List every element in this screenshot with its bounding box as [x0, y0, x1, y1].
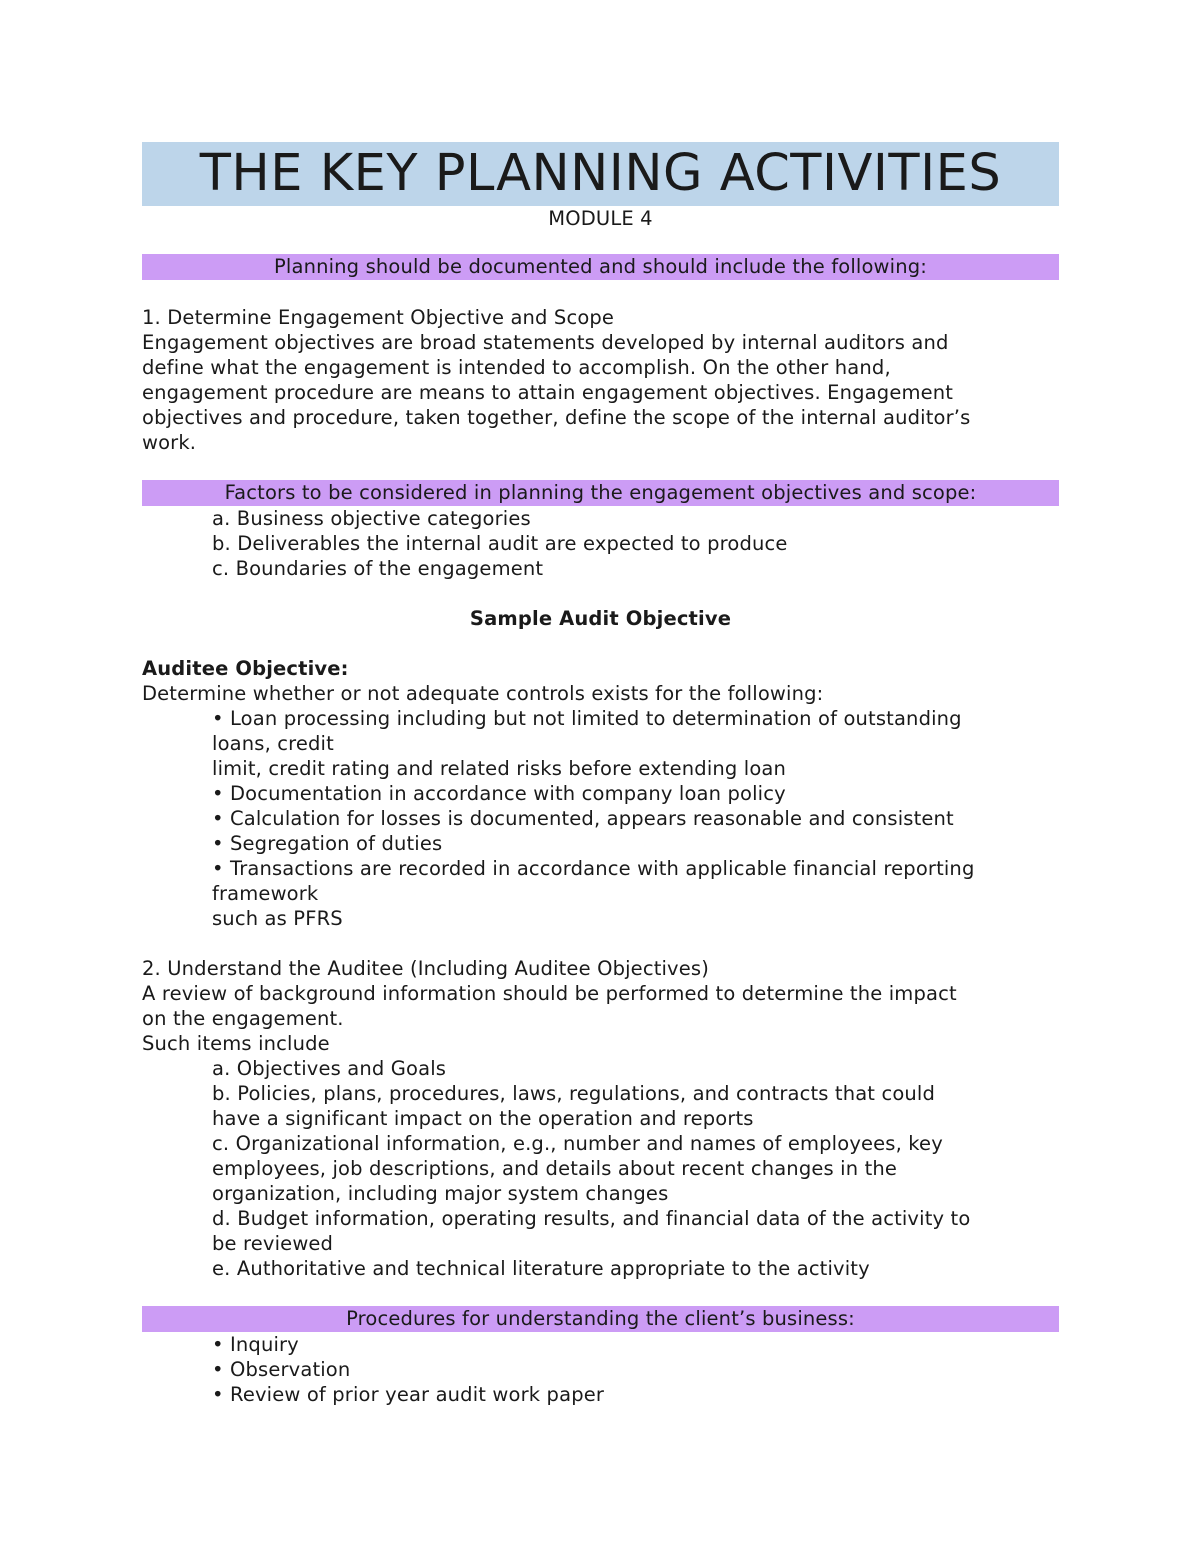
section2-item: employees, job descriptions, and details about recent changes in the [212, 1157, 898, 1180]
auditee-line: • Transactions are recorded in accordance with applicable financial reporting [212, 857, 975, 880]
sample-audit-objective-heading: Sample Audit Objective [469, 607, 732, 630]
page-content [142, 142, 1059, 1407]
band-planning-documented: Planning should be documented and should include the following: [142, 254, 1059, 280]
auditee-line: • Loan processing including but not limited to determination of outstanding [212, 707, 962, 730]
band-factors: Factors to be considered in planning the engagement objectives and scope: [142, 480, 1059, 506]
section2-line: on the engagement. [142, 1007, 344, 1030]
section2-item: be reviewed [212, 1232, 334, 1255]
section2-item: a. Objectives and Goals [212, 1057, 447, 1080]
section2-item: b. Policies, plans, procedures, laws, regulations, and contracts that could [212, 1082, 936, 1105]
section1-line: work. [142, 431, 197, 454]
section2-item: organization, including major system changes [212, 1182, 669, 1205]
factor-item: b. Deliverables the internal audit are expected to produce [212, 532, 788, 555]
band-procedures: Procedures for understanding the client’s business: [142, 1306, 1059, 1332]
procedure-item: • Review of prior year audit work paper [212, 1383, 605, 1406]
module-label: MODULE 4 [548, 207, 653, 230]
section2-line: Such items include [142, 1032, 330, 1055]
auditee-line: limit, credit rating and related risks before extending loan [212, 757, 787, 780]
section1-line: define what the engagement is intended to accomplish. On the other hand, [142, 356, 891, 379]
auditee-line: framework [212, 882, 319, 905]
procedure-item: • Inquiry [212, 1333, 299, 1356]
auditee-line: • Calculation for losses is documented, appears reasonable and consistent [212, 807, 954, 830]
section2-heading: 2. Understand the Auditee (Including Auditee Objectives) [142, 957, 709, 980]
section2-line: A review of background information should be performed to determine the impact [142, 982, 957, 1005]
section2-item: e. Authoritative and technical literature appropriate to the activity [212, 1257, 870, 1280]
section1-line: engagement procedure are means to attain engagement objectives. Engagement [142, 381, 954, 404]
section1-line: Engagement objectives are broad statements developed by internal auditors and [142, 331, 949, 354]
auditee-intro: Determine whether or not adequate controls exists for the following: [142, 682, 824, 705]
auditee-line: • Segregation of duties [212, 832, 443, 855]
auditee-line: such as PFRS [212, 907, 343, 930]
factor-item: c. Boundaries of the engagement [212, 557, 544, 580]
factor-item: a. Business objective categories [212, 507, 531, 530]
auditee-line: • Documentation in accordance with company loan policy [212, 782, 786, 805]
auditee-line: loans, credit [212, 732, 334, 755]
section2-item: have a significant impact on the operation and reports [212, 1107, 754, 1130]
page-title: THE KEY PLANNING ACTIVITIES [142, 142, 1059, 206]
procedure-item: • Observation [212, 1358, 351, 1381]
section2-item: c. Organizational information, e.g., number and names of employees, key [212, 1132, 943, 1155]
section1-heading: 1. Determine Engagement Objective and Scope [142, 306, 615, 329]
section1-line: objectives and procedure, taken together, define the scope of the internal auditor’s [142, 406, 971, 429]
section2-item: d. Budget information, operating results, and financial data of the activity to [212, 1207, 971, 1230]
auditee-objective-heading: Auditee Objective: [142, 657, 349, 680]
